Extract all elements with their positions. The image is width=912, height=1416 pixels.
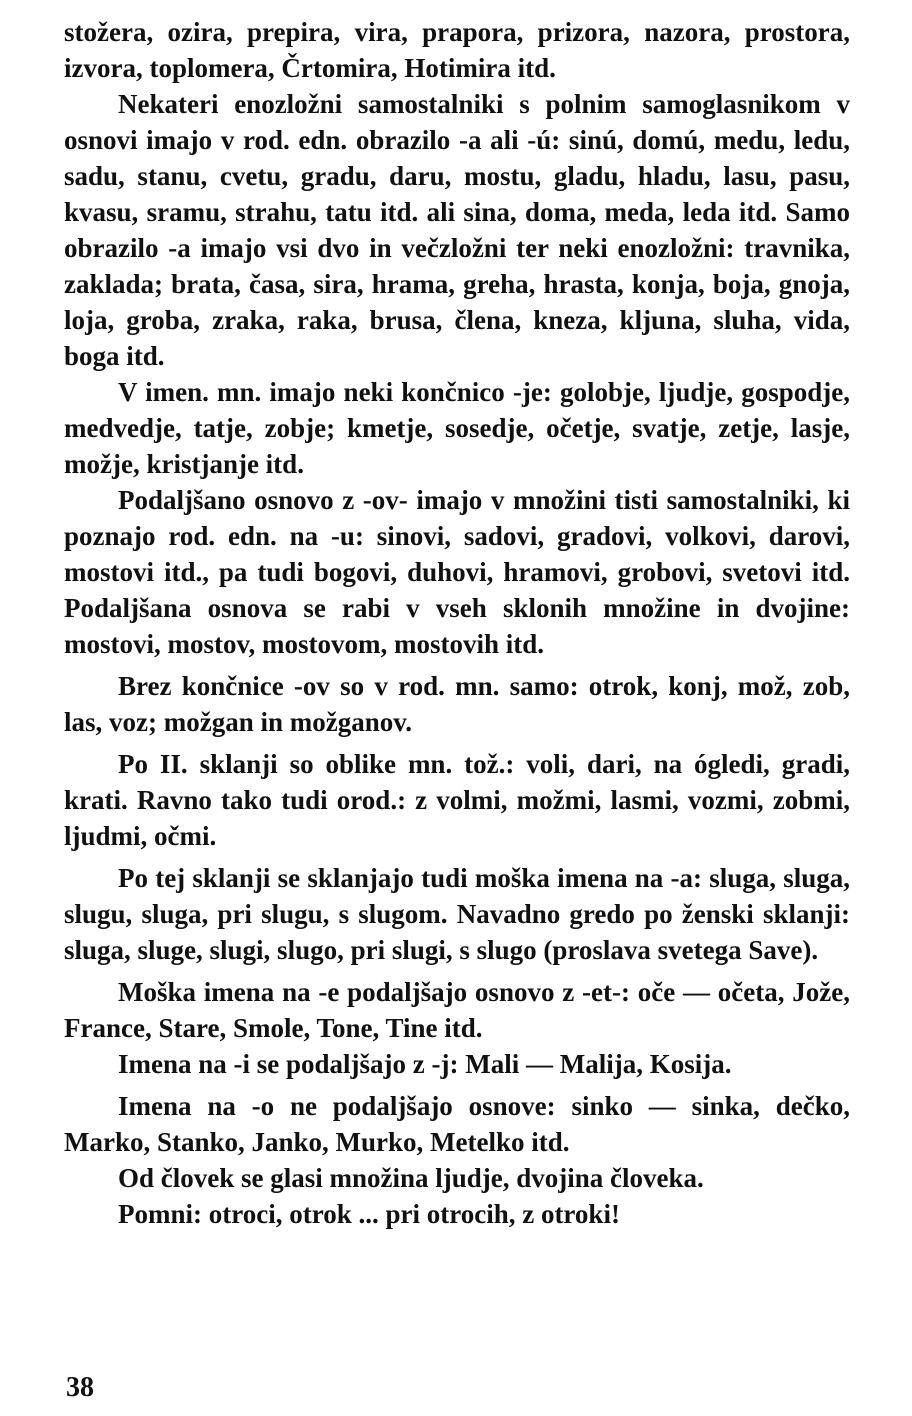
paragraph-clovek: Od človek se glasi množina ljudje, dvojina človeka. — [118, 1163, 704, 1193]
paragraph-continuation: stožera, ozira, prepira, vira, prapora, prizora, nazora, prostora, izvora, toplomera, Črtomira, Hotimira itd. — [64, 17, 850, 83]
page-number: 38 — [66, 1372, 94, 1403]
paragraph-masculine-e: Moška imena na -e podaljšajo osnovo z -et-: oče — očeta, Jože, France, Stare, Smole, Tone, Tine itd. — [64, 977, 850, 1043]
paragraph-names-i: Imena na -i se podaljšajo z -j: Mali — Malija, Kosija. — [118, 1049, 732, 1079]
paragraph-ov-stem: Podaljšano osnovo z -ov- imajo v množini tisti samostalniki, ki poznajo rod. edn. na -u: sinovi, sadovi, gradovi, volkovi, darovi, mostovi itd., pa tudi bogovi, duhovi, hramovi, grobovi, svetovi itd. Podaljšana osnova se rabi v vseh sklonih množine in dvojine: mostovi, mostov, mostovom, mostovih itd. — [64, 485, 850, 659]
paragraph-pomni: Pomni: otroci, otrok ... pri otrocih, z otroki! — [118, 1199, 620, 1229]
paragraph-je-ending: V imen. mn. imajo neki končnico -je: golobje, ljudje, gospodje, medvedje, tatje, zobje; kmetje, sosedje, očetje, svatje, zetje, lasje, možje, kristjanje itd. — [64, 377, 850, 479]
paragraph-masculine-a: Po tej sklanji se sklanjajo tudi moška imena na -a: sluga, sluga, slugu, sluga, pri slugu, s slugom. Navadno gredo po ženski sklanji: sluga, sluge, slugi, slugo, pri slugi, s slugo (proslava svetega Save). — [64, 863, 850, 965]
page-body — [64, 14, 850, 1232]
paragraph-second-declension: Po II. sklanji so oblike mn. tož.: voli, dari, na ógledi, gradi, krati. Ravno tako tudi orod.: z volmi, možmi, lasmi, vozmi, zobmi, ljudmi, očmi. — [64, 749, 850, 851]
paragraph-no-ov-ending: Brez končnice -ov so v rod. mn. samo: otrok, konj, mož, zob, las, voz; možgan in možganov. — [64, 671, 850, 737]
paragraph-names-o: Imena na -o ne podaljšajo osnove: sinko — sinka, dečko, Marko, Stanko, Janko, Murko, Metelko itd. — [64, 1091, 850, 1157]
paragraph-enozlozni-genitive: Nekateri enozložni samostalniki s polnim samoglasnikom v osnovi imajo v rod. edn. obrazilo -a ali -ú: sinú, domú, medu, ledu, sadu, stanu, cvetu, gradu, daru, mostu, gladu, hladu, lasu, pasu, kvasu, sramu, strahu, tatu itd. ali sina, doma, meda, leda itd. Samo obrazilo -a imajo vsi dvo in večzložni ter neki enozložni: travnika, zaklada; brata, časa, sira, hrama, greha, hrasta, konja, boja, gnoja, loja, groba, zraka, raka, brusa, člena, kneza, kljuna, sluha, vida, boga itd. — [64, 89, 850, 371]
